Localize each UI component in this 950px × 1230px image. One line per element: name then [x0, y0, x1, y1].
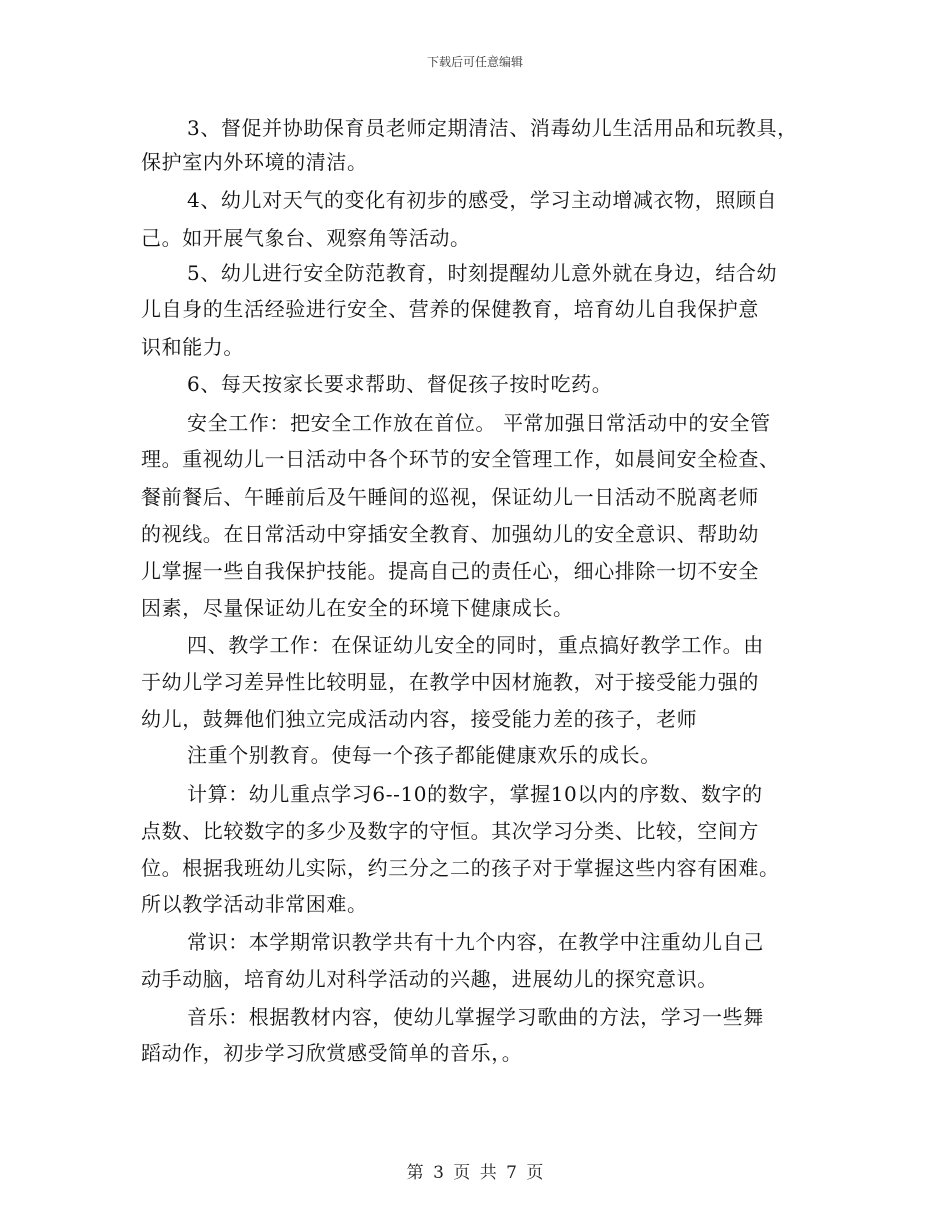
text-line: 于幼儿学习差异性比较明显，在教学中因材施教，对于接受能力强的 [141, 670, 759, 694]
text-line: 注重个别教育。使每一个孩子都能健康欢乐的成长。 [187, 743, 661, 767]
text-line: 6、每天按家长要求帮助、督促孩子按时吃药。 [187, 372, 613, 396]
text-line: 4、幼儿对天气的变化有初步的感受，学习主动增减衣物，照顾自 [187, 188, 778, 212]
text-line: 5、幼儿进行安全防范教育，时刻提醒幼儿意外就在身边，结合幼 [187, 261, 778, 285]
text-line: 餐前餐后、午睡前后及午睡间的巡视，保证幼儿一日活动不脱离老师 [141, 485, 759, 509]
page-number-footer: 第 3 页 共 7 页 [406, 1163, 544, 1183]
text-line: 理。重视幼儿一日活动中各个环节的安全管理工作，如晨间安全检查、 [141, 447, 780, 471]
text-line: 动手动脑，培育幼儿对科学活动的兴趣，进展幼儿的探究意识。 [141, 967, 718, 991]
text-line: 的视线。在日常活动中穿插安全教育、加强幼儿的安全意识、帮助幼 [141, 522, 759, 546]
text-line: 所以教学活动非常困难。 [141, 892, 368, 916]
text-line: 四、教学工作：在保证幼儿安全的同时，重点搞好教学工作。由 [187, 633, 764, 657]
text-line: 计算：幼儿重点学习6--10的数字，掌握10以内的序数、数字的 [187, 782, 763, 806]
text-line: 蹈动作，初步学习欣赏感受简单的音乐，。 [141, 1041, 523, 1065]
text-line: 音乐：根据教材内容，使幼儿掌握学习歌曲的方法，学习一些舞 [187, 1005, 764, 1029]
text-line: 儿自身的生活经验进行安全、营养的保健教育，培育幼儿自我保护意 [141, 297, 759, 321]
text-line: 幼儿，鼓舞他们独立完成活动内容，接受能力差的孩子，老师 [141, 707, 698, 731]
text-line: 因素，尽量保证幼儿在安全的环境下健康成长。 [141, 596, 574, 620]
text-line: 常识：本学期常识教学共有十九个内容，在教学中注重幼儿自己 [187, 930, 764, 954]
text-line: 安全工作：把安全工作放在首位。 平常加强日常活动中的安全管 [187, 411, 771, 435]
text-line: 位。根据我班幼儿实际，约三分之二的孩子对于掌握这些内容有困难。 [141, 856, 780, 880]
text-line: 点数、比较数字的多少及数字的守恒。其次学习分类、比较，空间方 [141, 819, 759, 843]
text-line: 儿掌握一些自我保护技能。提高自己的责任心，细心排除一切不安全 [141, 559, 759, 583]
text-line: 3、督促并协助保育员老师定期清洁、消毒幼儿生活用品和玩教具， [187, 116, 798, 140]
text-line: 己。如开展气象台、观察角等活动。 [141, 226, 471, 250]
page-header: 下载后可任意编辑 [426, 55, 523, 69]
text-line: 保护室内外环境的清洁。 [141, 150, 368, 174]
text-line: 识和能力。 [141, 335, 244, 359]
